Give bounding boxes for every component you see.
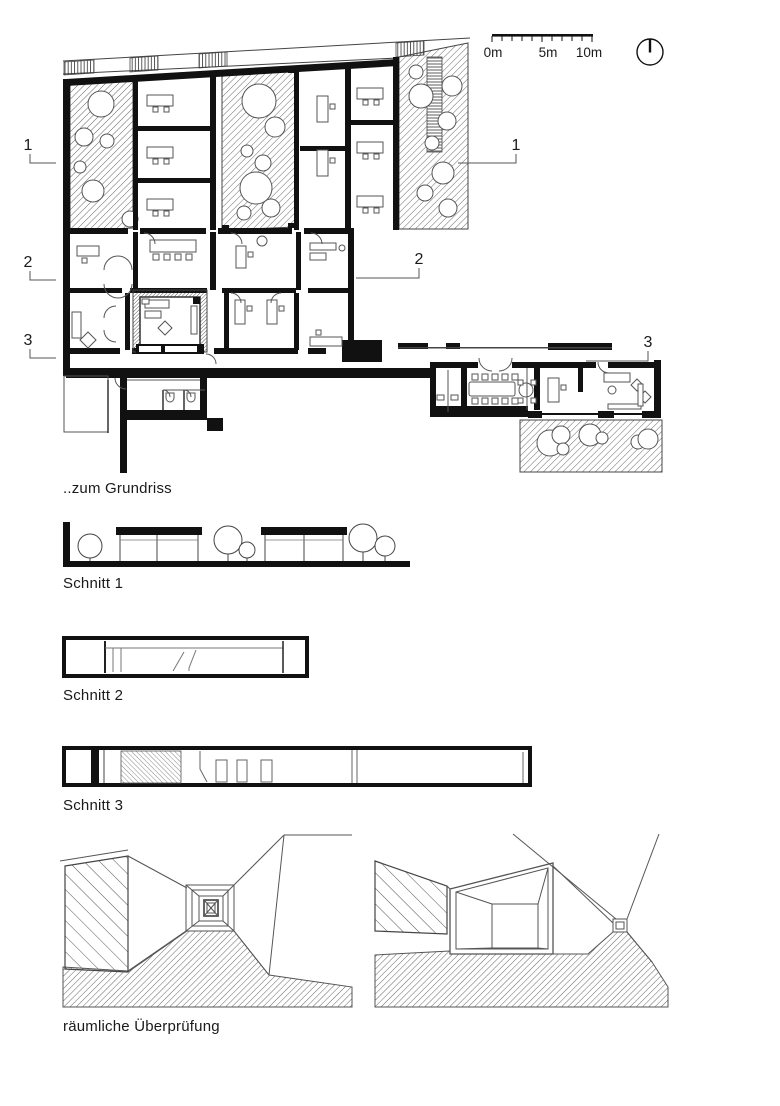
scale-bar: [484, 34, 603, 60]
section-marker-left-3: 3: [23, 332, 33, 349]
section-2-caption: Schnitt 2: [63, 687, 124, 704]
section-3-drawing: [64, 748, 530, 785]
section-marker-left-2: 2: [23, 254, 33, 271]
section-3-caption: Schnitt 3: [63, 797, 124, 814]
perspective-left: [60, 835, 352, 1007]
section-marker-right-1: 1: [511, 137, 521, 154]
scale-label-0m: 0m: [483, 45, 503, 60]
plan-caption: ..zum Grundriss: [63, 480, 172, 497]
perspectives-caption: räumliche Überprüfung: [63, 1018, 220, 1035]
scale-label-10m: 10m: [575, 45, 603, 60]
vault-room: [133, 290, 207, 353]
section-1-caption: Schnitt 1: [63, 575, 124, 592]
section-marker-right-2: 2: [414, 251, 424, 268]
scale-label-5m: 5m: [538, 45, 558, 60]
section-marker-right-3: 3: [643, 334, 653, 351]
perspective-right: [375, 834, 668, 1007]
north-arrow-icon: [637, 39, 663, 65]
section-1-drawing: [63, 522, 410, 567]
walls: [63, 57, 661, 473]
section-2-drawing: [64, 638, 307, 676]
section-marker-left-1: 1: [23, 137, 33, 154]
floor-plan: [24, 38, 662, 473]
